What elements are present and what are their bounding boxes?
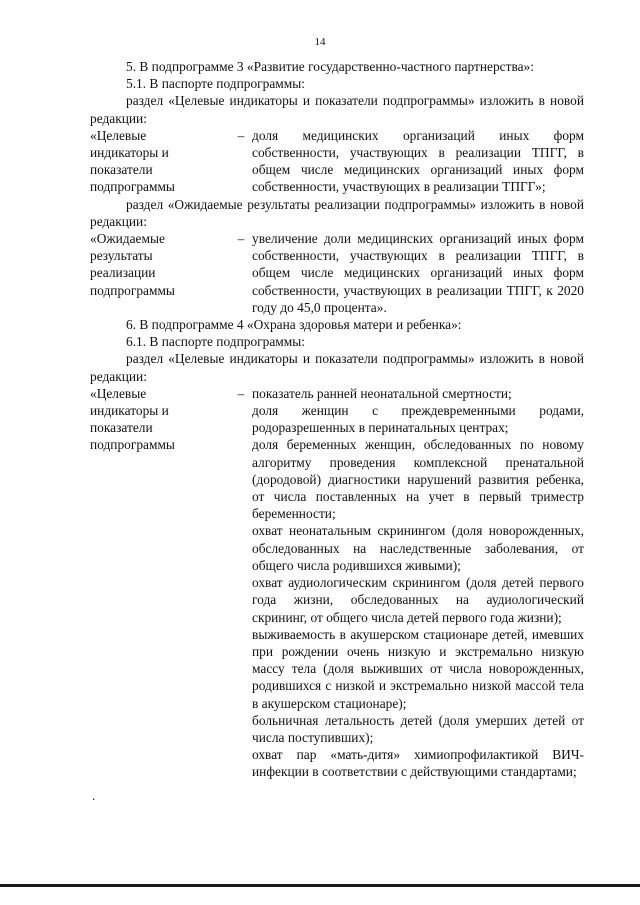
list-item: выживаемость в акушерском стационаре детей, имевших при рождении очень низкую и экстремально низкую массу тела (доля выживших от числа новорожденных, родившихся с низкой и экстремально низкой массой тела в акушерском стационаре); [252, 626, 584, 711]
list-item: охват пар «мать-дитя» химиопрофилактикой ВИЧ-инфекции в соответствии с действующими стандартами; [252, 747, 584, 780]
paragraph: раздел «Целевые индикаторы и показатели подпрограммы» изложить в новой редакции: [90, 93, 584, 126]
definition-dash: – [237, 385, 245, 401]
definition-table-2 [90, 230, 584, 316]
bottom-rule [0, 884, 640, 887]
document-body [90, 58, 584, 781]
list-item: больничная летальность детей (доля умерших детей от числа поступивших); [252, 712, 584, 745]
list-item: охват аудиологическим скринингом (доля детей первого года жизни, обследованных на аудиологический скрининг, от общего числа детей первого года жизни); [252, 575, 584, 625]
definition-table-1 [90, 127, 584, 196]
definition-dash: – [237, 127, 245, 143]
stray-mark: . [92, 788, 96, 803]
paragraph: 5.1. В паспорте подпрограммы: [126, 76, 305, 92]
paragraph: 6. В подпрограмме 4 «Охрана здоровья матери и ребенка»: [126, 317, 462, 333]
definition-text: увеличение доли медицинских организаций иных форм собственности, участвующих в реализации ТПГГ, в общем числе медицинских организаций иных форм собственности, участвующих в реализации ТПГГ, к 2020 году до 45,0 процента». [252, 231, 584, 315]
definition-text: доля медицинских организаций иных форм собственности, участвующих в реализации ТПГГ, в общем числе медицинских организаций иных форм собственности, участвующих в реализации ТПГГ»; [252, 127, 584, 195]
definition-label: «Целевые индикаторы и показатели подпрограммы [90, 385, 175, 453]
list-item: охват неонатальным скринингом (доля новорожденных, обследованных на наследственные заболевания, от общего числа родившихся живыми); [252, 523, 584, 573]
page-number: 14 [314, 36, 326, 48]
list-item: доля женщин с преждевременными родами, родоразрешенных в перинатальных центрах; [252, 403, 584, 436]
list-item: показатель ранней неонатальной смертности; [252, 385, 512, 401]
paragraph: 5. В подпрограмме 3 «Развитие государственно-частного партнерства»: [126, 59, 534, 74]
definition-table-3 [90, 385, 584, 781]
definition-label: «Целевые индикаторы и показатели подпрограммы [90, 127, 175, 195]
definition-label: «Ожидаемые результаты реализации подпрограммы [90, 231, 175, 298]
paragraph: раздел «Ожидаемые результаты реализации подпрограммы» изложить в новой редакции: [90, 196, 584, 229]
paragraph: раздел «Целевые индикаторы и показатели подпрограммы» изложить в новой редакции: [90, 351, 584, 384]
definition-list [252, 385, 584, 781]
definition-dash: – [237, 231, 245, 247]
list-item: доля беременных женщин, обследованных по новому алгоритму проведения комплексной пренатальной (дородовой) диагностики нарушений развития ребенка, от числа поставленных на учет в первый триместр беременности; [252, 437, 584, 522]
paragraph: 6.1. В паспорте подпрограммы: [126, 334, 305, 350]
